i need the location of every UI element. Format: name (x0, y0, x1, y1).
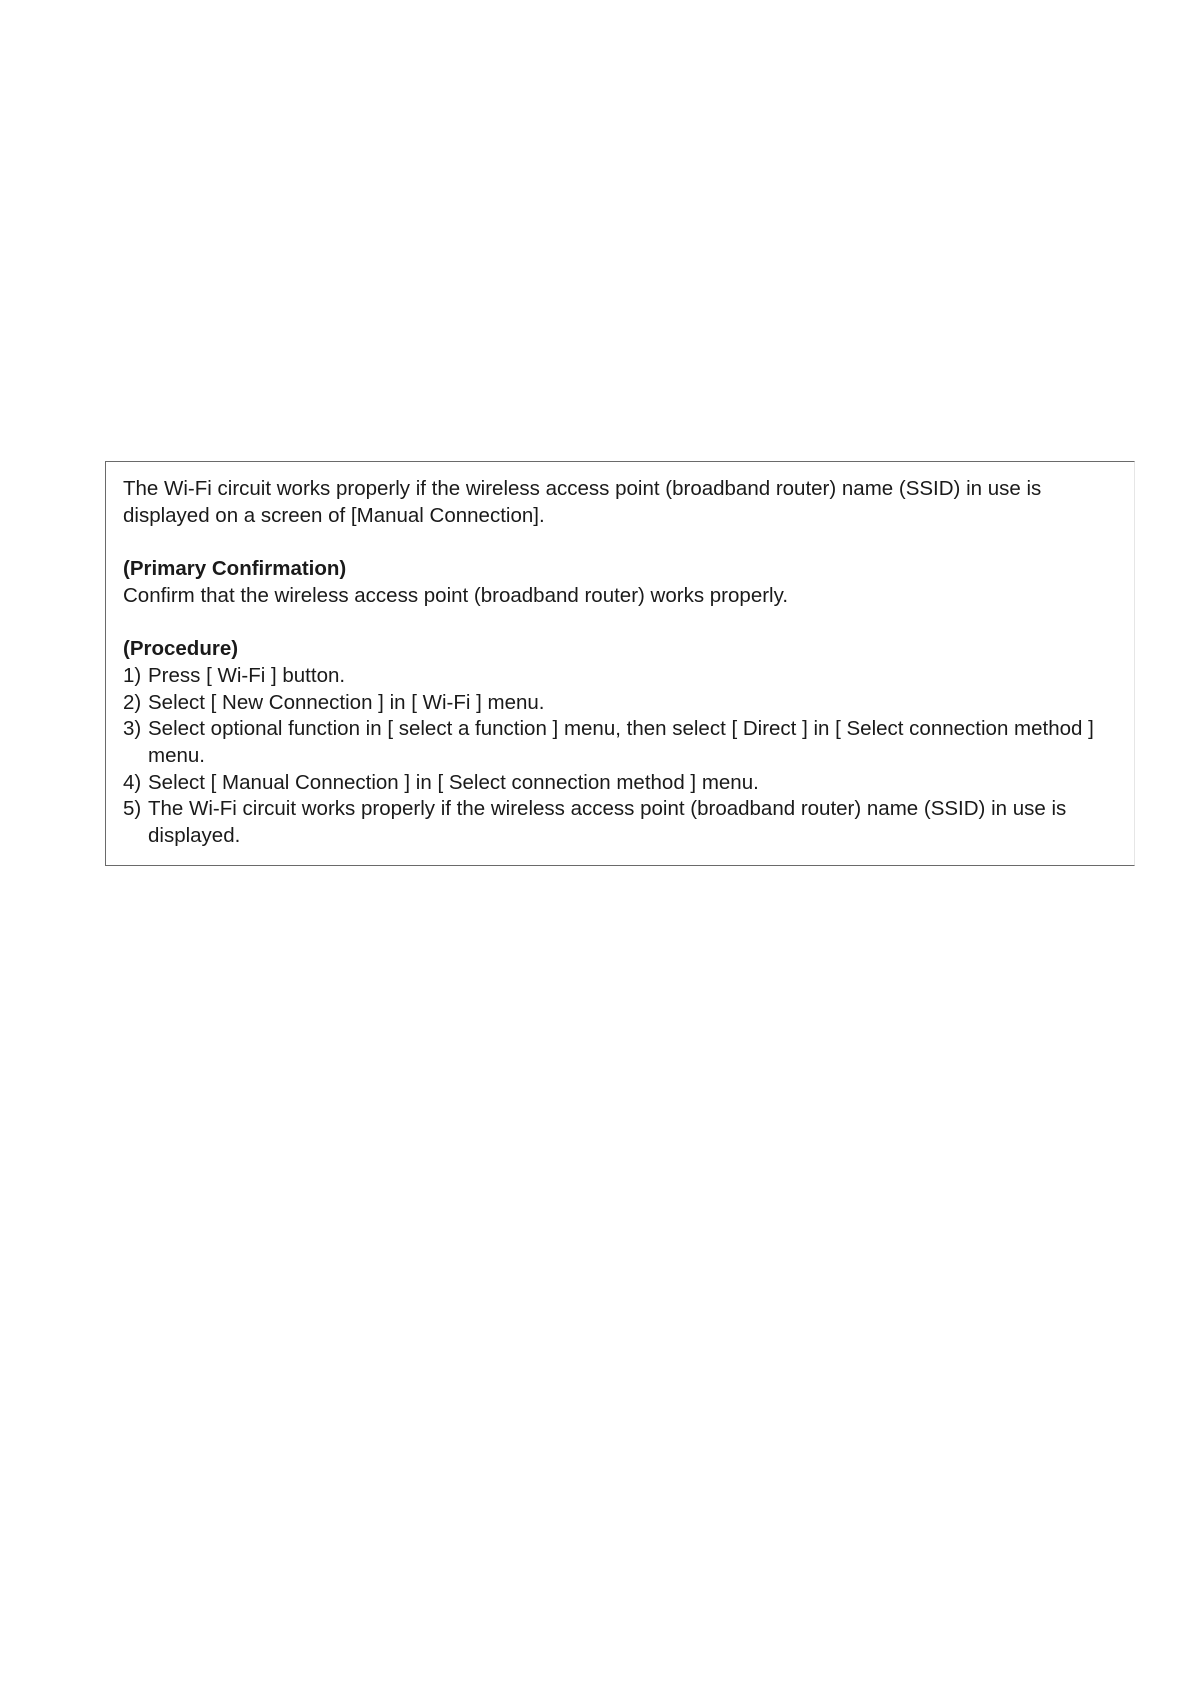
procedure-step (123, 690, 1124, 717)
step-number: 5) (123, 797, 142, 821)
procedure-step (123, 770, 1124, 797)
step-text: The Wi-Fi circuit works properly if the wireless access point (broadband router) name (SSID) in use is displayed. (148, 797, 1067, 848)
info-box (105, 461, 1135, 866)
procedure-step (123, 796, 1124, 849)
procedure-step (123, 663, 1124, 690)
spacer (123, 529, 1124, 556)
step-number: 2) (123, 690, 142, 714)
step-number: 1) (123, 663, 142, 687)
step-text: Select [ New Connection ] in [ Wi-Fi ] menu. (148, 690, 545, 714)
intro-text: The Wi-Fi circuit works properly if the wireless access point (broadband router) name (SSID) in use is displayed on a screen of [Manual Connection]. (123, 477, 1042, 527)
primary-confirmation-heading: (Primary Confirmation) (123, 557, 347, 581)
spacer (123, 610, 1124, 637)
primary-confirmation-text: Confirm that the wireless access point (broadband router) works properly. (123, 583, 789, 607)
step-text: Select [ Manual Connection ] in [ Select connection method ] menu. (148, 770, 759, 794)
step-text: Press [ Wi-Fi ] button. (148, 663, 346, 687)
step-number: 4) (123, 770, 142, 794)
procedure-steps (123, 663, 1124, 850)
procedure-heading: (Procedure) (123, 637, 239, 661)
procedure-step (123, 716, 1124, 769)
step-text: Select optional function in [ select a function ] menu, then select [ Direct ] in [ Select connection method ] menu. (148, 717, 1094, 767)
step-number: 3) (123, 717, 142, 741)
